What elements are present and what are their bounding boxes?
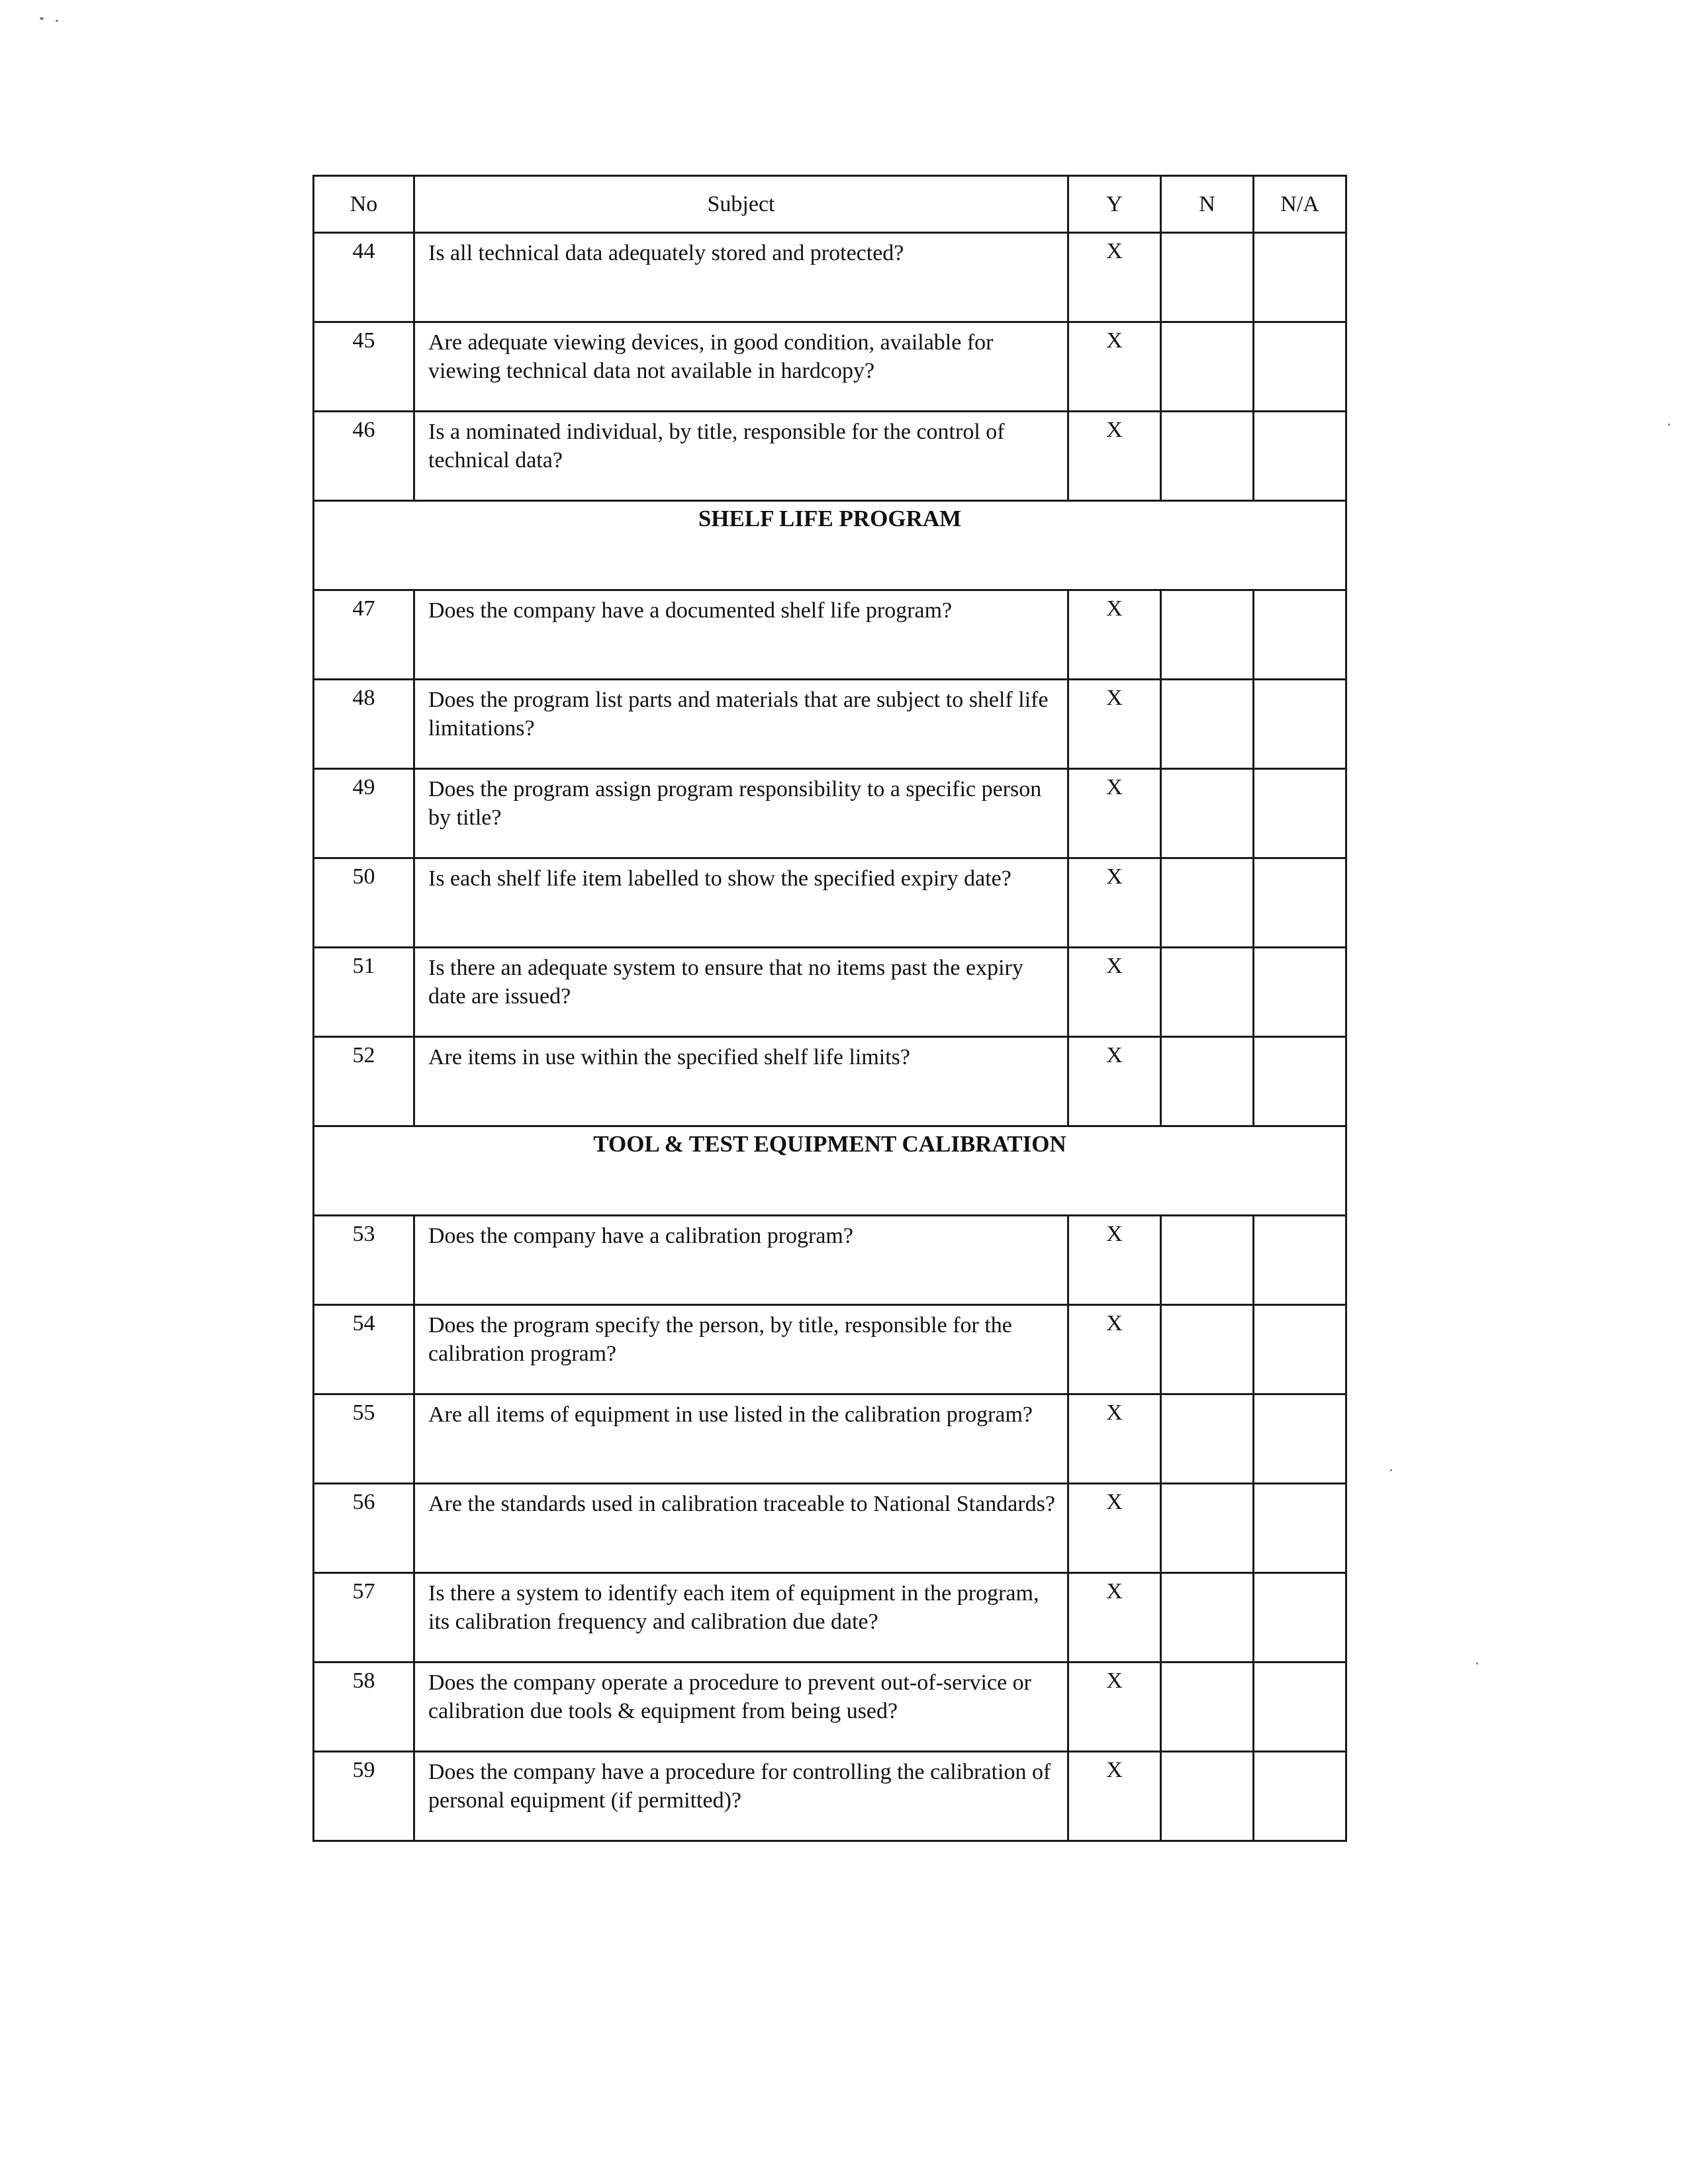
answer-no-cell (1161, 412, 1254, 501)
answer-no-cell (1161, 233, 1254, 322)
section-header-row (314, 1126, 1346, 1216)
answer-na-cell (1254, 1752, 1346, 1841)
answer-no-cell (1161, 1037, 1254, 1126)
question-number: 51 (314, 948, 414, 1037)
answer-na-cell (1254, 1305, 1346, 1394)
table-body (314, 233, 1346, 1841)
question-subject: Are adequate viewing devices, in good condition, available for viewing technical data not available in hardcopy? (414, 322, 1068, 412)
table-row (314, 1037, 1346, 1126)
answer-no-cell (1161, 1752, 1254, 1841)
answer-no-cell (1161, 1573, 1254, 1662)
question-subject: Is all technical data adequately stored and protected? (414, 233, 1068, 322)
answer-yes-cell: X (1068, 590, 1161, 680)
answer-na-cell (1254, 233, 1346, 322)
table-row (314, 1305, 1346, 1394)
question-number: 50 (314, 858, 414, 948)
question-subject: Does the program assign program responsibility to a specific person by title? (414, 769, 1068, 858)
table-header-row (314, 176, 1346, 233)
answer-no-cell (1161, 322, 1254, 412)
question-number: 49 (314, 769, 414, 858)
question-number: 52 (314, 1037, 414, 1126)
table-row (314, 1484, 1346, 1573)
question-subject: Are all items of equipment in use listed in the calibration program? (414, 1394, 1068, 1484)
question-subject: Is each shelf life item labelled to show the specified expiry date? (414, 858, 1068, 948)
column-header-not-applicable: N/A (1254, 176, 1346, 233)
answer-yes-cell: X (1068, 322, 1161, 412)
answer-yes-cell: X (1068, 1484, 1161, 1573)
answer-yes-cell: X (1068, 1752, 1161, 1841)
answer-no-cell (1161, 769, 1254, 858)
question-subject: Does the company have a documented shelf life program? (414, 590, 1068, 680)
table-row (314, 233, 1346, 322)
answer-yes-cell: X (1068, 1394, 1161, 1484)
answer-yes-cell: X (1068, 769, 1161, 858)
answer-no-cell (1161, 948, 1254, 1037)
answer-na-cell (1254, 680, 1346, 769)
question-subject: Are the standards used in calibration traceable to National Standards? (414, 1484, 1068, 1573)
answer-yes-cell: X (1068, 1216, 1161, 1305)
question-number: 48 (314, 680, 414, 769)
answer-na-cell (1254, 1216, 1346, 1305)
scan-speck (1668, 424, 1670, 426)
question-number: 54 (314, 1305, 414, 1394)
question-subject: Is a nominated individual, by title, responsible for the control of technical data? (414, 412, 1068, 501)
answer-yes-cell: X (1068, 233, 1161, 322)
answer-na-cell (1254, 590, 1346, 680)
answer-na-cell (1254, 1484, 1346, 1573)
answer-yes-cell: X (1068, 948, 1161, 1037)
question-number: 56 (314, 1484, 414, 1573)
question-number: 55 (314, 1394, 414, 1484)
question-subject: Are items in use within the specified shelf life limits? (414, 1037, 1068, 1126)
question-number: 57 (314, 1573, 414, 1662)
answer-yes-cell: X (1068, 412, 1161, 501)
answer-no-cell (1161, 1484, 1254, 1573)
answer-na-cell (1254, 769, 1346, 858)
question-subject: Does the program list parts and materials that are subject to shelf life limitations? (414, 680, 1068, 769)
answer-na-cell (1254, 1573, 1346, 1662)
question-subject: Is there a system to identify each item of equipment in the program, its calibration frequency and calibration due date? (414, 1573, 1068, 1662)
question-number: 46 (314, 412, 414, 501)
answer-na-cell (1254, 948, 1346, 1037)
table-row (314, 1662, 1346, 1752)
table-row (314, 680, 1346, 769)
answer-yes-cell: X (1068, 680, 1161, 769)
table-row (314, 769, 1346, 858)
answer-yes-cell: X (1068, 1573, 1161, 1662)
answer-na-cell (1254, 858, 1346, 948)
question-number: 58 (314, 1662, 414, 1752)
answer-no-cell (1161, 680, 1254, 769)
question-subject: Is there an adequate system to ensure that no items past the expiry date are issued? (414, 948, 1068, 1037)
question-number: 53 (314, 1216, 414, 1305)
answer-yes-cell: X (1068, 1662, 1161, 1752)
answer-na-cell (1254, 1662, 1346, 1752)
table-row (314, 1216, 1346, 1305)
table-row (314, 1752, 1346, 1841)
table-row (314, 1573, 1346, 1662)
question-subject: Does the company operate a procedure to prevent out-of-service or calibration due tools & equipment from being used? (414, 1662, 1068, 1752)
column-header-no-answer: N (1161, 176, 1254, 233)
table-row (314, 1394, 1346, 1484)
question-number: 59 (314, 1752, 414, 1841)
answer-no-cell (1161, 1216, 1254, 1305)
section-title: SHELF LIFE PROGRAM (314, 501, 1346, 590)
answer-na-cell (1254, 1037, 1346, 1126)
table-row (314, 412, 1346, 501)
table-row (314, 322, 1346, 412)
answer-yes-cell: X (1068, 1037, 1161, 1126)
section-title: TOOL & TEST EQUIPMENT CALIBRATION (314, 1126, 1346, 1216)
answer-no-cell (1161, 1662, 1254, 1752)
scan-speck (1390, 1469, 1392, 1471)
table-row (314, 590, 1346, 680)
answer-no-cell (1161, 1394, 1254, 1484)
scan-speck (1476, 1662, 1478, 1664)
column-header-yes: Y (1068, 176, 1161, 233)
answer-na-cell (1254, 322, 1346, 412)
answer-no-cell (1161, 1305, 1254, 1394)
answer-na-cell (1254, 1394, 1346, 1484)
table-row (314, 858, 1346, 948)
scan-speck (40, 17, 44, 20)
audit-checklist-table (312, 175, 1347, 1842)
question-subject: Does the company have a calibration program? (414, 1216, 1068, 1305)
answer-yes-cell: X (1068, 1305, 1161, 1394)
column-header-subject: Subject (414, 176, 1068, 233)
question-number: 47 (314, 590, 414, 680)
table-row (314, 948, 1346, 1037)
scan-speck (56, 20, 58, 22)
question-number: 44 (314, 233, 414, 322)
question-number: 45 (314, 322, 414, 412)
question-subject: Does the company have a procedure for controlling the calibration of personal equipment (if permitted)? (414, 1752, 1068, 1841)
question-subject: Does the program specify the person, by title, responsible for the calibration program? (414, 1305, 1068, 1394)
section-header-row (314, 501, 1346, 590)
answer-no-cell (1161, 590, 1254, 680)
answer-no-cell (1161, 858, 1254, 948)
answer-yes-cell: X (1068, 858, 1161, 948)
answer-na-cell (1254, 412, 1346, 501)
column-header-no: No (314, 176, 414, 233)
